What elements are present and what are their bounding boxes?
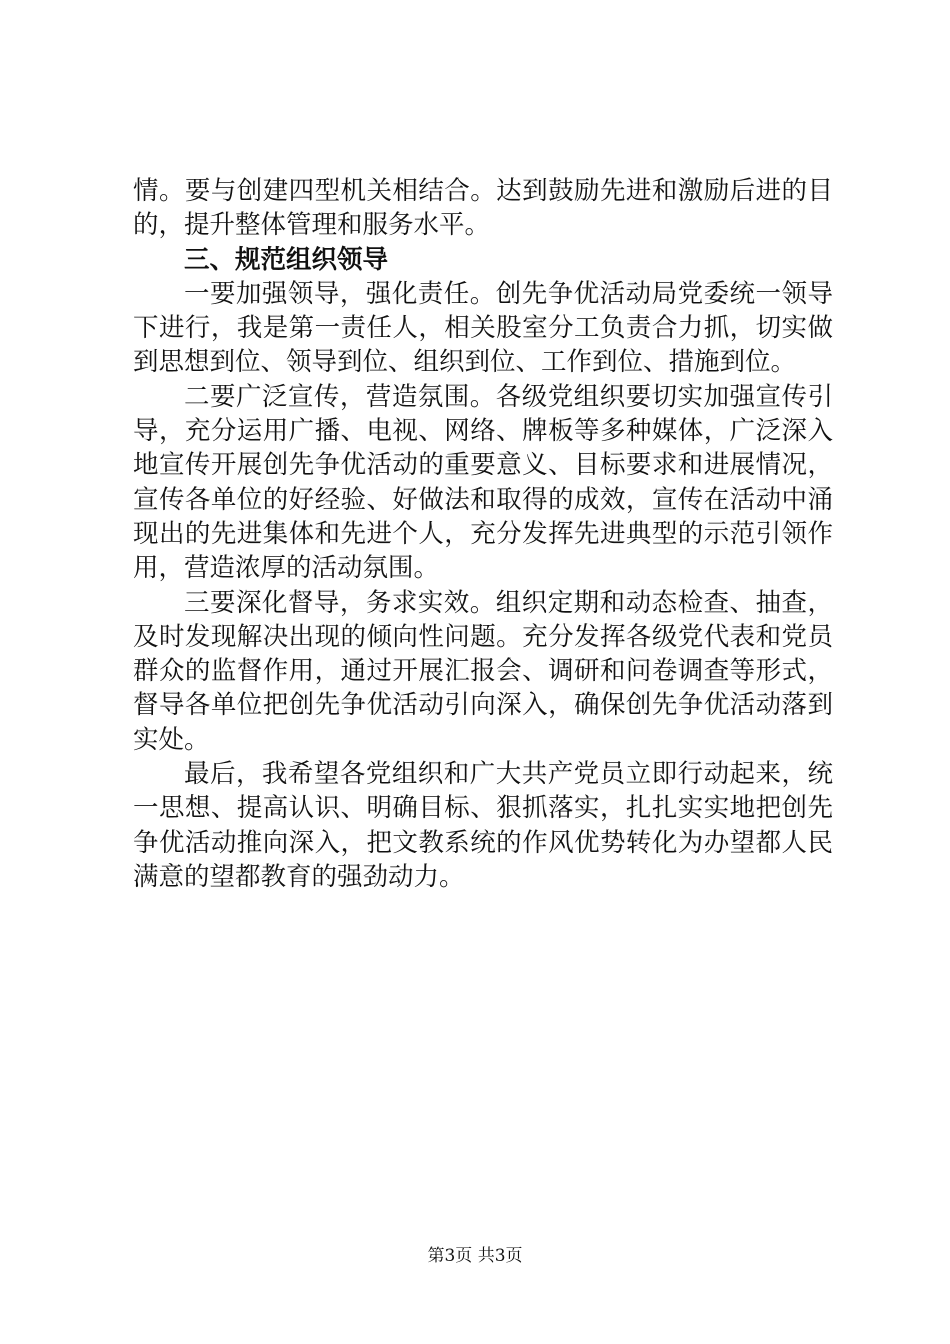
text-line: 宣传各单位的好经验、好做法和取得的成效，宣传在活动中涌 — [133, 484, 833, 515]
document-body — [133, 174, 833, 894]
text-line: 三要深化督导，务求实效。组织定期和动态检查、抽查， — [184, 587, 833, 618]
text-line: 到思想到位、领导到位、组织到位、工作到位、措施到位。 — [133, 347, 797, 378]
paragraph-continuation — [133, 174, 833, 243]
text-line: 一要加强领导，强化责任。创先争优活动局党委统一领导 — [184, 278, 833, 309]
text-line: 用，营造浓厚的活动氛围。 — [133, 553, 440, 584]
paragraph-supervision — [133, 586, 833, 757]
text-line: 实处。 — [133, 724, 210, 755]
text-line: 二要广泛宣传，营造氛围。各级党组织要切实加强宣传引 — [184, 381, 833, 412]
text-line: 群众的监督作用，通过开展汇报会、调研和问卷调查等形式， — [133, 656, 833, 687]
text-line: 争优活动推向深入，把文教系统的作风优势转化为办望都人民 — [133, 827, 833, 858]
text-line: 及时发现解决出现的倾向性问题。充分发挥各级党代表和党员 — [133, 621, 833, 652]
text-line: 督导各单位把创先争优活动引向深入，确保创先争优活动落到 — [133, 690, 833, 721]
page-number-footer: 第3页 共3页 — [427, 1246, 523, 1266]
section-heading: 三、规范组织领导 — [184, 244, 389, 275]
text-line: 地宣传开展创先争优活动的重要意义、目标要求和进展情况， — [133, 450, 833, 481]
text-line: 最后，我希望各党组织和广大共产党员立即行动起来，统 — [184, 759, 833, 790]
text-line: 现出的先进集体和先进个人，充分发挥先进典型的示范引领作 — [133, 518, 833, 549]
text-line: 满意的望都教育的强劲动力。 — [133, 861, 465, 892]
text-line: 导，充分运用广播、电视、网络、牌板等多种媒体，广泛深入 — [133, 416, 833, 447]
text-line: 下进行，我是第一责任人，相关股室分工负责合力抓，切实做 — [133, 313, 833, 344]
paragraph-publicity — [133, 380, 833, 586]
paragraph-leadership — [133, 277, 833, 380]
text-line: 一思想、提高认识、明确目标、狠抓落实，扎扎实实地把创先 — [133, 793, 833, 824]
text-line: 情。要与创建四型机关相结合。达到鼓励先进和激励后进的目 — [133, 176, 833, 206]
paragraph-conclusion — [133, 757, 833, 894]
text-line: 的，提升整体管理和服务水平。 — [133, 210, 491, 241]
